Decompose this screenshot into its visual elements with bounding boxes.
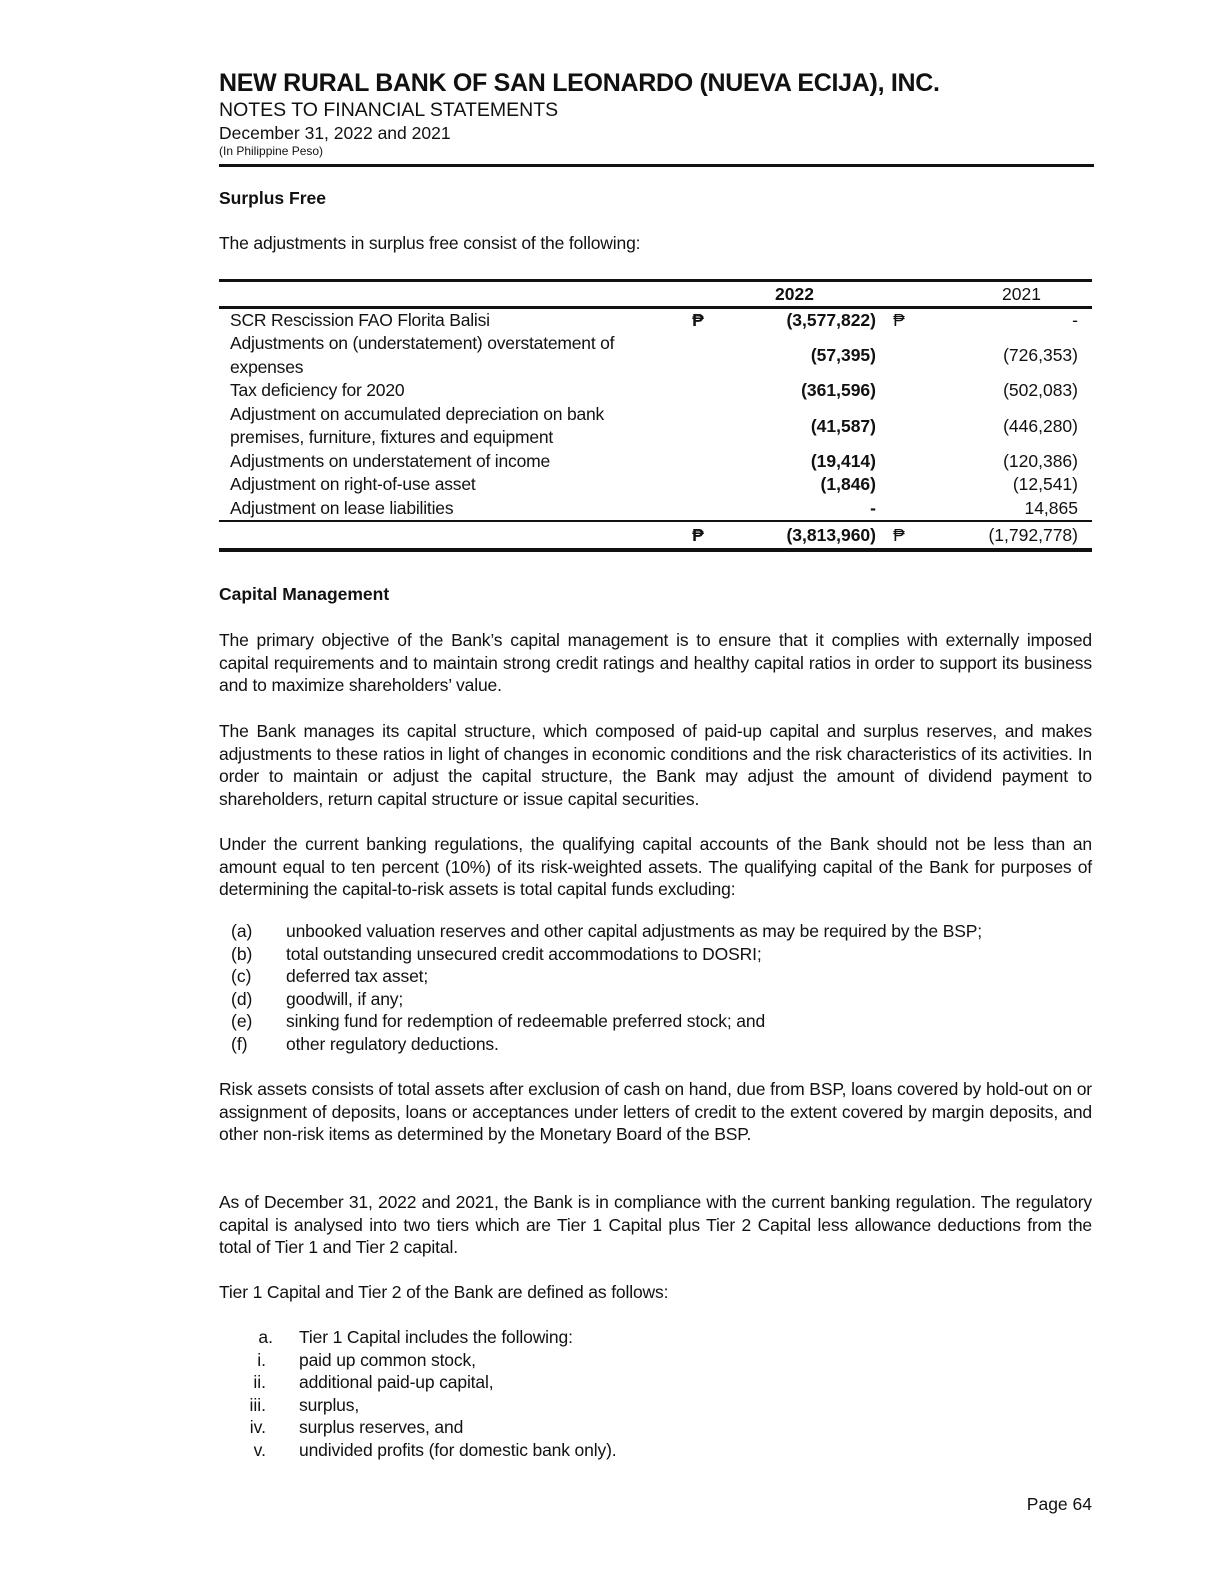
- list-text: surplus reserves, and: [299, 1417, 464, 1438]
- table-header-row: [219, 282, 1092, 306]
- reporting-period: December 31, 2022 and 2021: [219, 123, 451, 143]
- list-text: total outstanding unsecured credit accommodations to DOSRI;: [286, 943, 762, 964]
- list-marker: iv.: [249, 1417, 266, 1438]
- table-row: [219, 473, 1092, 497]
- row-label: Tax deficiency for 2020: [230, 380, 405, 400]
- list-marker: a.: [258, 1327, 273, 1347]
- table-row: [219, 497, 1092, 521]
- list-text: unbooked valuation reserves and other capital adjustments as may be required by the BSP;: [286, 921, 982, 941]
- list-text: Tier 1 Capital includes the following:: [299, 1327, 573, 1347]
- list-marker: iii.: [249, 1394, 266, 1415]
- value-2022: (3,577,822): [786, 309, 876, 330]
- row-label: Adjustments on understatement of income: [230, 450, 551, 471]
- table-row: [219, 309, 1092, 333]
- total-2022: (3,813,960): [786, 524, 876, 545]
- table-bottom-rule: [219, 548, 1092, 552]
- column-header-2022: 2022: [775, 284, 814, 304]
- list-marker: v.: [253, 1439, 266, 1460]
- list-text: other regulatory deductions.: [286, 1033, 499, 1054]
- value-2021: (446,280): [1003, 415, 1078, 436]
- row-label: Adjustment on accumulated depreciation on bank premises, furniture, fixtures and equipment: [230, 403, 605, 447]
- table-row: [219, 450, 1092, 474]
- list-marker: (e): [231, 1011, 253, 1032]
- paragraph: The primary objective of the Bank’s capital management is to ensure that it complies with externally imposed capital requirements and to maintain strong credit ratings and healthy capital ratios in order to support its business and to maximize shareholders’ value.: [219, 630, 1092, 696]
- company-name: NEW RURAL BANK OF SAN LEONARDO (NUEVA ECIJA), INC.: [219, 69, 940, 97]
- paragraph: Tier 1 Capital and Tier 2 of the Bank are defined as follows:: [219, 1282, 669, 1302]
- section-title-surplus-free: Surplus Free: [219, 188, 326, 208]
- total-2021: (1,792,778): [988, 524, 1078, 545]
- document-header: [219, 68, 1093, 159]
- table-row: [219, 332, 1092, 379]
- paragraph: Risk assets consists of total assets after exclusion of cash on hand, due from BSP, loans covered by hold-out on or assignment of deposits, loans or acceptances under letters of credit to the extent covered by margin deposits, and other non-risk items as determined by the Monetary Board of the BSP.: [219, 1079, 1092, 1145]
- list-marker: (a): [231, 921, 253, 941]
- list-text: additional paid-up capital,: [299, 1372, 494, 1393]
- row-label: Adjustments on (understatement) overstatement of expenses: [230, 333, 615, 377]
- list-marker: i.: [257, 1349, 266, 1370]
- value-2021: (502,083): [1003, 380, 1078, 400]
- value-2022: (41,587): [810, 415, 876, 436]
- table-row: [219, 403, 1092, 450]
- list-text: deferred tax asset;: [286, 966, 429, 987]
- currency-note: (In Philippine Peso): [219, 144, 324, 158]
- paragraph: The Bank manages its capital structure, which composed of paid-up capital and surplus reserves, and makes adjustments to these ratios in light of changes in economic conditions and the risk characteristics of its activities. In order to maintain or adjust the capital structure, the Bank may adjust the amount of dividend payment to shareholders, return capital structure or issue capital securities.: [219, 721, 1092, 809]
- column-header-2021: 2021: [1002, 284, 1041, 304]
- value-2022: (1,846): [820, 474, 876, 494]
- peso-sign-icon: ₱: [893, 309, 905, 330]
- value-2021: 14,865: [1024, 497, 1078, 518]
- document-subtitle: NOTES TO FINANCIAL STATEMENTS: [219, 99, 559, 121]
- row-label: Adjustment on right-of-use asset: [230, 474, 476, 494]
- section-title-capital-management: Capital Management: [219, 584, 390, 604]
- row-label: SCR Rescission FAO Florita Balisi: [230, 309, 490, 330]
- list-marker: ii.: [253, 1372, 266, 1393]
- list-marker: (f): [231, 1033, 248, 1054]
- table-total-row: [219, 522, 1092, 548]
- list-marker: (b): [231, 943, 253, 964]
- value-2022: -: [870, 497, 876, 518]
- list-text: paid up common stock,: [299, 1349, 476, 1370]
- value-2021: (12,541): [1012, 474, 1078, 494]
- header-divider: [219, 164, 1094, 167]
- paragraph: Under the current banking regulations, the qualifying capital accounts of the Bank should not be less than an amount equal to ten percent (10%) of its risk-weighted assets. The qualifying capital of the Bank for purposes of determining the capital-to-risk assets is total capital funds excluding:: [219, 834, 1092, 900]
- list-marker: (d): [231, 988, 253, 1009]
- value-2022: (361,596): [801, 380, 876, 400]
- page-number: Page 64: [1026, 1494, 1092, 1514]
- list-text: surplus,: [299, 1394, 360, 1415]
- paragraph: As of December 31, 2022 and 2021, the Bank is in compliance with the current banking regulation. The regulatory capital is analysed into two tiers which are Tier 1 Capital plus Tier 2 Capital less allowance deductions from the total of Tier 1 and Tier 2 capital.: [219, 1192, 1092, 1258]
- table-row: [219, 379, 1092, 403]
- surplus-free-table: [219, 279, 1092, 552]
- list-text: sinking fund for redemption of redeemable preferred stock; and: [286, 1011, 766, 1032]
- row-label: Adjustment on lease liabilities: [230, 497, 454, 518]
- value-2021: -: [1072, 309, 1078, 330]
- peso-sign-icon: ₱: [692, 524, 704, 545]
- value-2021: (726,353): [1003, 345, 1078, 365]
- document-page: [219, 68, 1093, 1460]
- list-text: goodwill, if any;: [286, 988, 404, 1009]
- peso-sign-icon: ₱: [692, 309, 704, 330]
- list-text: undivided profits (for domestic bank only).: [299, 1439, 617, 1460]
- value-2022: (19,414): [810, 450, 876, 471]
- peso-sign-icon: ₱: [893, 524, 905, 545]
- value-2021: (120,386): [1003, 450, 1078, 471]
- list-marker: (c): [231, 966, 252, 987]
- value-2022: (57,395): [810, 345, 876, 365]
- surplus-free-intro: The adjustments in surplus free consist of the following:: [219, 233, 641, 253]
